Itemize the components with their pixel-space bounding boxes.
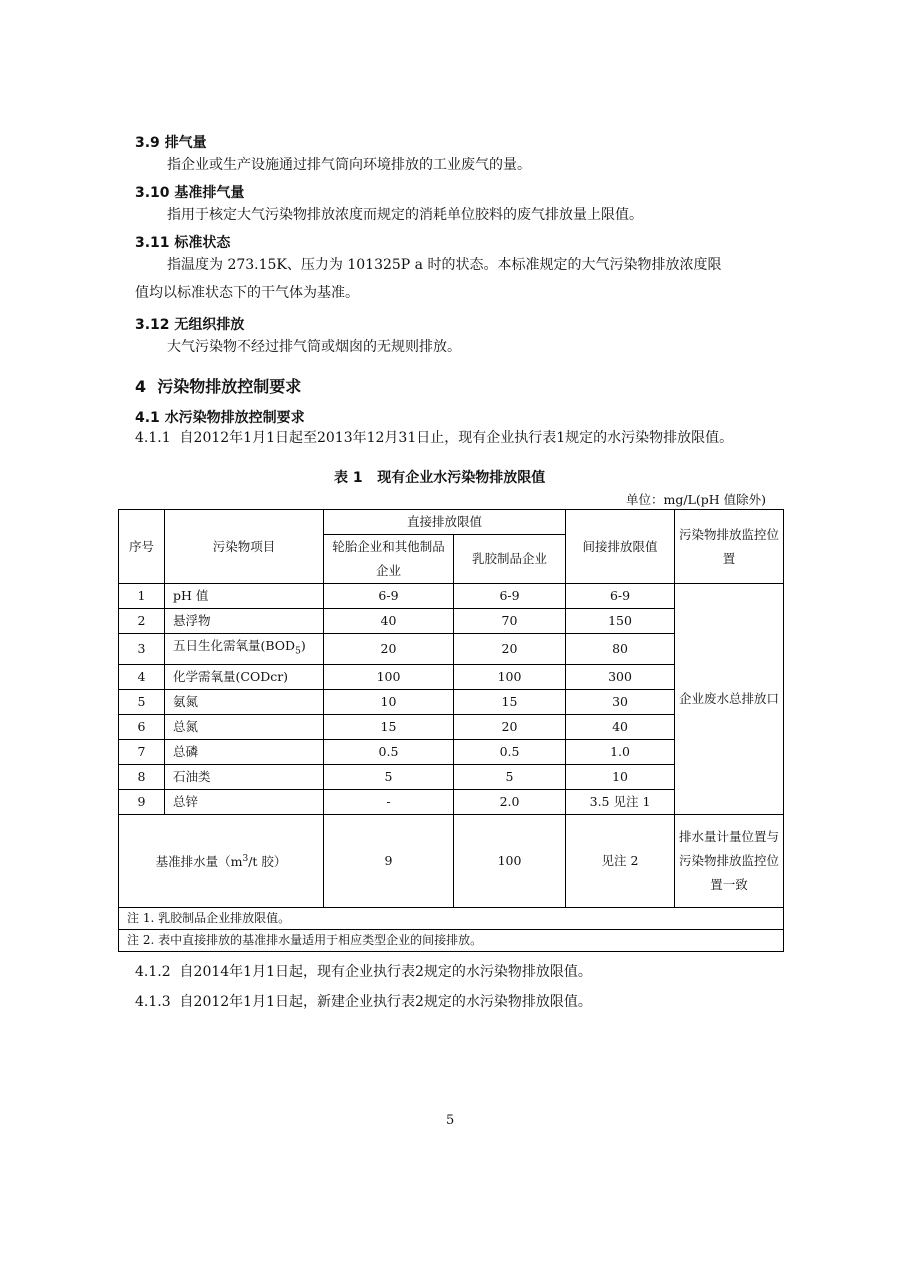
row-no: 3 [119,634,165,665]
baseline-indirect: 见注 2 [566,814,675,907]
row-no: 5 [119,689,165,714]
section-text-3-11-line2: 值均以标准状态下的干气体为基准。 [135,285,359,301]
section-heading-4-1: 4.1 水污染物排放控制要求 [135,410,305,426]
baseline-latex: 100 [454,814,566,907]
baseline-row [119,814,784,907]
row-tire: 10 [324,689,454,714]
baseline-label: 基准排水量（$m^3/t$ 胶） [119,814,324,907]
row-item: 化学需氧量(CODcr) [165,664,324,689]
row-indirect: 1.0 [566,739,675,764]
row-latex: 2.0 [454,789,566,814]
baseline-monitor: 排水量计量位置与污染物排放监控位置一致 [675,814,784,907]
row-latex: 5 [454,764,566,789]
row-indirect: 10 [566,764,675,789]
section-heading-3-9: 3.9 排气量 [135,135,207,151]
limits-table [118,509,784,952]
row-tire: 0.5 [324,739,454,764]
header-seq: 序号 [119,510,165,584]
row-indirect: 3.5 见注 1 [566,789,675,814]
row-latex: 70 [454,609,566,634]
row-item: pH 值 [165,584,324,609]
row-indirect: 6-9 [566,584,675,609]
row-tire: 6-9 [324,584,454,609]
section-heading-3-12: 3.12 无组织排放 [135,317,245,333]
row-tire: 40 [324,609,454,634]
monitor-position-cell: 企业废水总排放口 [675,584,784,815]
row-no: 7 [119,739,165,764]
table-note-1: 注 1. 乳胶制品企业排放限值。 [119,907,784,929]
clause-4-1-2: 4.1.2 自2014年1月1日起，现有企业执行表2规定的水污染物排放限值。 [135,964,592,980]
section-text-3-12: 大气污染物不经过排气筒或烟囱的无规则排放。 [167,339,461,355]
row-latex: 15 [454,689,566,714]
row-latex: 6-9 [454,584,566,609]
section-text-3-9: 指企业或生产设施通过排气筒向环境排放的工业废气的量。 [167,157,531,173]
row-tire: 20 [324,634,454,665]
row-indirect: 40 [566,714,675,739]
row-latex: 100 [454,664,566,689]
row-latex: 20 [454,714,566,739]
row-item: 悬浮物 [165,609,324,634]
section-heading-3-10: 3.10 基准排气量 [135,185,245,201]
header-tire: 轮胎企业和其他制品企业 [324,535,454,584]
table-caption: 表 1 现有企业水污染物排放限值 [334,470,546,486]
page-number: 5 [446,1113,455,1128]
header-monitor: 污染物排放监控位置 [675,510,784,584]
row-item: 总锌 [165,789,324,814]
row-tire: - [324,789,454,814]
header-item: 污染物项目 [165,510,324,584]
row-tire: 100 [324,664,454,689]
row-tire: 5 [324,764,454,789]
row-indirect: 80 [566,634,675,665]
clause-4-1-3: 4.1.3 自2012年1月1日起，新建企业执行表2规定的水污染物排放限值。 [135,994,592,1010]
section-text-3-10: 指用于核定大气污染物排放浓度而规定的消耗单位胶料的废气排放量上限值。 [167,207,643,223]
row-latex: 20 [454,634,566,665]
row-item: 五日生化需氧量$(BOD_5)$ [165,634,324,665]
row-no: 2 [119,609,165,634]
row-item: 氨氮 [165,689,324,714]
row-no: 8 [119,764,165,789]
header-direct: 直接排放限值 [324,510,566,535]
section-text-3-11-line1: 指温度为 273.15K、压力为 101325P a 时的状态。本标准规定的大气污染物排放浓度限 [167,257,722,273]
clause-4-1-1: 4.1.1 自2012年1月1日起至2013年12月31日止，现有企业执行表1规定的水污染物排放限值。 [135,430,734,446]
row-no: 1 [119,584,165,609]
row-no: 6 [119,714,165,739]
row-item: 总氮 [165,714,324,739]
table-row [119,584,784,609]
row-item: 总磷 [165,739,324,764]
row-latex: 0.5 [454,739,566,764]
chapter-heading-4: 4 污染物排放控制要求 [135,377,302,396]
row-indirect: 300 [566,664,675,689]
baseline-tire: 9 [324,814,454,907]
row-indirect: 150 [566,609,675,634]
row-no: 9 [119,789,165,814]
table-note-2: 注 2. 表中直接排放的基准排水量适用于相应类型企业的间接排放。 [119,929,784,951]
row-tire: 15 [324,714,454,739]
header-indirect: 间接排放限值 [566,510,675,584]
row-no: 4 [119,664,165,689]
row-item: 石油类 [165,764,324,789]
header-latex: 乳胶制品企业 [454,535,566,584]
row-indirect: 30 [566,689,675,714]
table-unit: 单位：mg/L(pH 值除外) [626,492,766,507]
section-heading-3-11: 3.11 标准状态 [135,235,231,251]
